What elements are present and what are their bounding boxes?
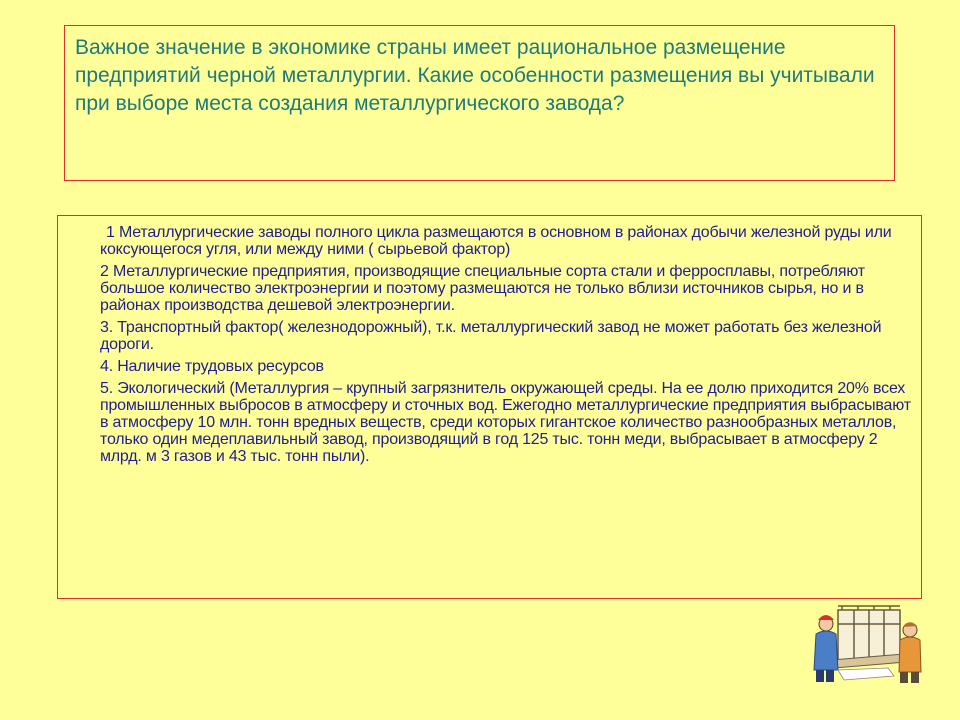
- answer-item-1: 1 Металлургические заводы полного цикла размещаются в основном в районах добычи железной руды или коксующегося угля, или между ними ( сырьевой фактор): [100, 224, 892, 258]
- answer-list: [100, 224, 911, 465]
- answer-item-2: 2 Металлургические предприятия, производящие специальные сорта стали и ферросплавы, потребляют большое количество электроэнергии и поэтому размещаются не только вблизи источников сырья, но и в районах производства дешевой электроэнергии.: [100, 263, 865, 314]
- question-text: Важное значение в экономике страны имеет рациональное размещение предприятий черной металлургии. Какие особенности размещения вы учитывали при выборе места создания металлургического завода?: [75, 36, 875, 115]
- answer-item-5: 5. Экологический (Металлургия – крупный загрязнитель окружающей среды. На ее долю приходится 20% всех промышленных выбросов в атмосферу и сточных вод. Ежегодно металлургические предприятия выбрасывают в атмосферу 10 млн. тонн вредных веществ, среди которых гигантское количество разнообразных металлов, только один медеплавильный завод, производящий в год 125 тыс. тонн меди, выбрасывает в атмосферу 2 млрд. м 3 газов и 43 тыс. тонн пыли).: [100, 380, 911, 465]
- answer-box: [57, 215, 922, 599]
- workers-clipart-icon: [808, 604, 924, 684]
- answer-item-3: 3. Транспортный фактор( железнодорожный), т.к. металлургический завод не может работать без железной дороги.: [100, 319, 882, 353]
- answer-item-4: 4. Наличие трудовых ресурсов: [100, 358, 324, 375]
- question-box: [64, 25, 895, 181]
